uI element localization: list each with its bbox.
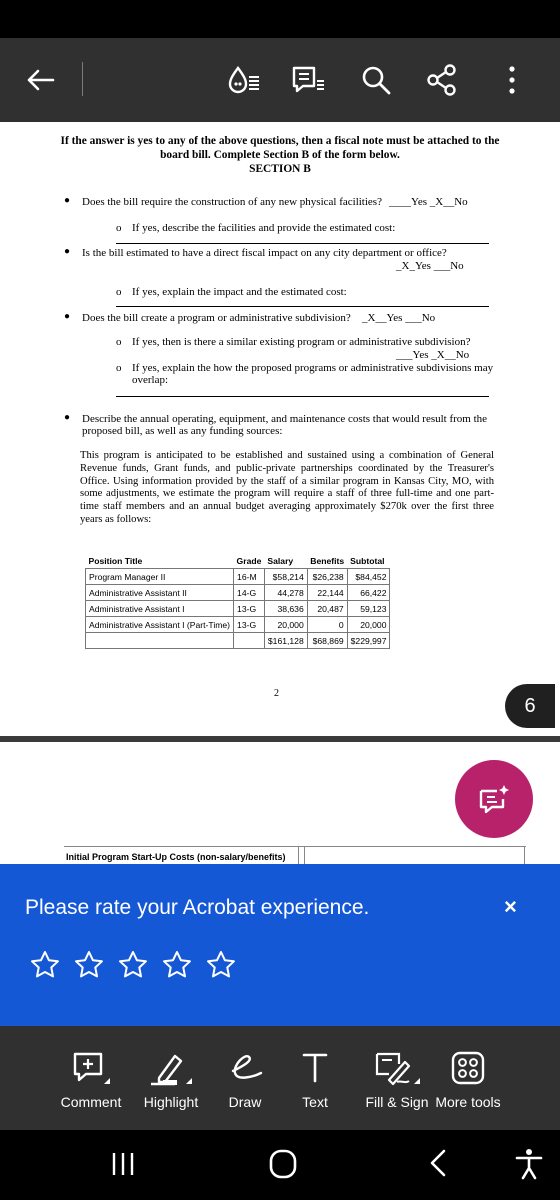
home-icon[interactable]	[268, 1148, 298, 1185]
star-icon[interactable]	[30, 950, 60, 980]
table-cell: 13-G	[234, 601, 265, 617]
total-benefits: $68,869	[307, 633, 347, 649]
next-page-table-title: Initial Program Start-Up Costs (non-salary/benefits)	[66, 852, 286, 862]
page-indicator-badge[interactable]: 6	[505, 684, 555, 728]
table-cell: $58,214	[264, 569, 307, 585]
table-cell	[86, 633, 234, 649]
column-header: Salary	[264, 553, 307, 569]
top-toolbar	[0, 38, 560, 122]
recents-icon[interactable]	[110, 1150, 136, 1183]
table-cell: Administrative Assistant I (Part-Time)	[86, 617, 234, 633]
sub-bullet-icon: o	[116, 286, 122, 298]
header-line-2: board bill. Complete Section B of the form below.	[160, 149, 400, 161]
question-1: Does the bill require the construction of any new physical facilities?	[82, 196, 382, 208]
column-header: Subtotal	[347, 553, 390, 569]
star-icon[interactable]	[162, 950, 192, 980]
question-3-sub-1: If yes, then is there a similar existing program or administrative subdivision?	[132, 336, 471, 348]
question-2: Is the bill estimated to have a direct fiscal impact on any city department or office?	[82, 247, 447, 259]
table-total-row	[86, 633, 390, 649]
sub-bullet-icon: o	[116, 362, 122, 374]
tool-label: More tools	[435, 1094, 501, 1110]
sub-bullet-icon: o	[116, 336, 122, 348]
tool-text[interactable]	[272, 1046, 358, 1110]
column-header: Grade	[234, 553, 265, 569]
table-cell: 44,278	[264, 585, 307, 601]
table-cell: 20,000	[347, 617, 390, 633]
column-header: Position Title	[86, 553, 234, 569]
table-cell: 38,636	[264, 601, 307, 617]
ai-assistant-icon	[477, 783, 511, 815]
table-row	[86, 585, 390, 601]
text-icon	[300, 1051, 330, 1085]
star-icon[interactable]	[118, 950, 148, 980]
table-cell: 59,123	[347, 601, 390, 617]
table-cell: Administrative Assistant I	[86, 601, 234, 617]
table-cell: $26,238	[307, 569, 347, 585]
bullet-icon: ●	[64, 246, 71, 257]
table-row	[86, 601, 390, 617]
tool-label: Comment	[60, 1094, 122, 1110]
fill-sign-icon	[373, 1050, 421, 1086]
close-icon[interactable]: ×	[504, 894, 517, 919]
bottom-tools-bar	[0, 1026, 560, 1130]
total-subtotal: $229,997	[347, 633, 390, 649]
more-tools-icon	[450, 1050, 486, 1086]
table-cell: 20,000	[264, 617, 307, 633]
question-2-answer: _X_Yes ___No	[396, 260, 464, 272]
question-2-sub: If yes, explain the impact and the estimated cost:	[132, 286, 347, 298]
read-aloud-icon[interactable]	[222, 58, 266, 102]
ai-assistant-button[interactable]	[455, 760, 533, 838]
section-header	[60, 134, 500, 176]
status-bar	[0, 0, 560, 38]
column-header: Benefits	[307, 553, 347, 569]
question-3-sub-2-line-1: If yes, explain the how the proposed programs or administrative subdivisions may	[132, 362, 494, 374]
table-cell: 22,144	[307, 585, 347, 601]
question-3-sub-1-answer: ___Yes _X__No	[396, 349, 470, 361]
rating-title: Please rate your Acrobat experience.	[25, 896, 370, 919]
table-cell: 14-G	[234, 585, 265, 601]
highlight-icon	[149, 1050, 193, 1086]
back-arrow-icon[interactable]	[18, 58, 62, 102]
table-cell: 13-G	[234, 617, 265, 633]
star-icon[interactable]	[74, 950, 104, 980]
answer-line	[116, 306, 489, 307]
bullet-icon: ●	[64, 195, 71, 206]
page-number: 2	[274, 688, 279, 699]
question-3-answer: _X__Yes ___No	[362, 312, 436, 324]
total-salary: $161,128	[264, 633, 307, 649]
comment-list-icon[interactable]	[286, 58, 330, 102]
more-options-icon[interactable]	[490, 58, 534, 102]
question-3: Does the bill create a program or administrative subdivision?	[82, 312, 351, 324]
table-border	[64, 846, 526, 847]
tool-comment[interactable]	[48, 1046, 134, 1110]
staff-cost-table	[85, 553, 390, 649]
star-icon[interactable]	[206, 950, 236, 980]
table-cell: Program Manager II	[86, 569, 234, 585]
rating-banner	[0, 864, 560, 1026]
bullet-icon: ●	[64, 412, 71, 423]
description-paragraph: This program is anticipated to be established and sustained using a combination of General Revenue funds, Grant funds, and public-private partnerships coordinated by the Treasurer's Office. Using information provided by the staff of a similar program in Kansas City, MO, with some adjustments, we estimate the program will require a staff of three full-time and one part-time staff members and an annual budget averaging approximately $270k over the first three years as follows:	[80, 450, 494, 525]
header-line-1: If the answer is yes to any of the above questions, then a fiscal note must be attached to the	[60, 135, 500, 147]
table-row	[86, 569, 390, 585]
answer-line	[116, 243, 489, 244]
table-cell: 0	[307, 617, 347, 633]
toolbar-divider	[82, 62, 83, 96]
section-title: SECTION B	[249, 163, 311, 175]
tool-label: Text	[302, 1094, 328, 1110]
system-nav-bar	[0, 1130, 560, 1200]
table-cell: Administrative Assistant II	[86, 585, 234, 601]
answer-line	[116, 396, 489, 397]
question-4-line-2: proposed bill, as well as any funding sources:	[82, 425, 283, 437]
question-1-answer: ____Yes _X__No	[389, 196, 468, 208]
table-cell: $84,452	[347, 569, 390, 585]
accessibility-icon[interactable]	[514, 1148, 544, 1185]
comment-add-icon	[71, 1050, 111, 1086]
question-3-sub-2-line-2: overlap:	[132, 374, 169, 386]
question-1-sub: If yes, describe the facilities and provide the estimated cost:	[132, 222, 396, 234]
pdf-page	[0, 122, 560, 736]
table-cell	[234, 633, 265, 649]
table-cell: 16-M	[234, 569, 265, 585]
draw-icon	[225, 1053, 265, 1083]
share-icon[interactable]	[420, 58, 464, 102]
star-rating	[30, 950, 236, 980]
table-header-row	[86, 553, 390, 569]
tool-label: Fill & Sign	[365, 1094, 429, 1110]
tool-label: Highlight	[143, 1094, 199, 1110]
table-cell: 20,487	[307, 601, 347, 617]
search-icon[interactable]	[354, 58, 398, 102]
back-icon[interactable]	[428, 1148, 448, 1183]
tool-label: Draw	[228, 1094, 262, 1110]
table-row	[86, 617, 390, 633]
bullet-icon: ●	[64, 311, 71, 322]
table-cell: 66,422	[347, 585, 390, 601]
question-4-line-1: Describe the annual operating, equipment, and maintenance costs that would result from the	[82, 413, 488, 425]
tool-more-tools[interactable]	[425, 1046, 511, 1110]
sub-bullet-icon: o	[116, 222, 122, 234]
